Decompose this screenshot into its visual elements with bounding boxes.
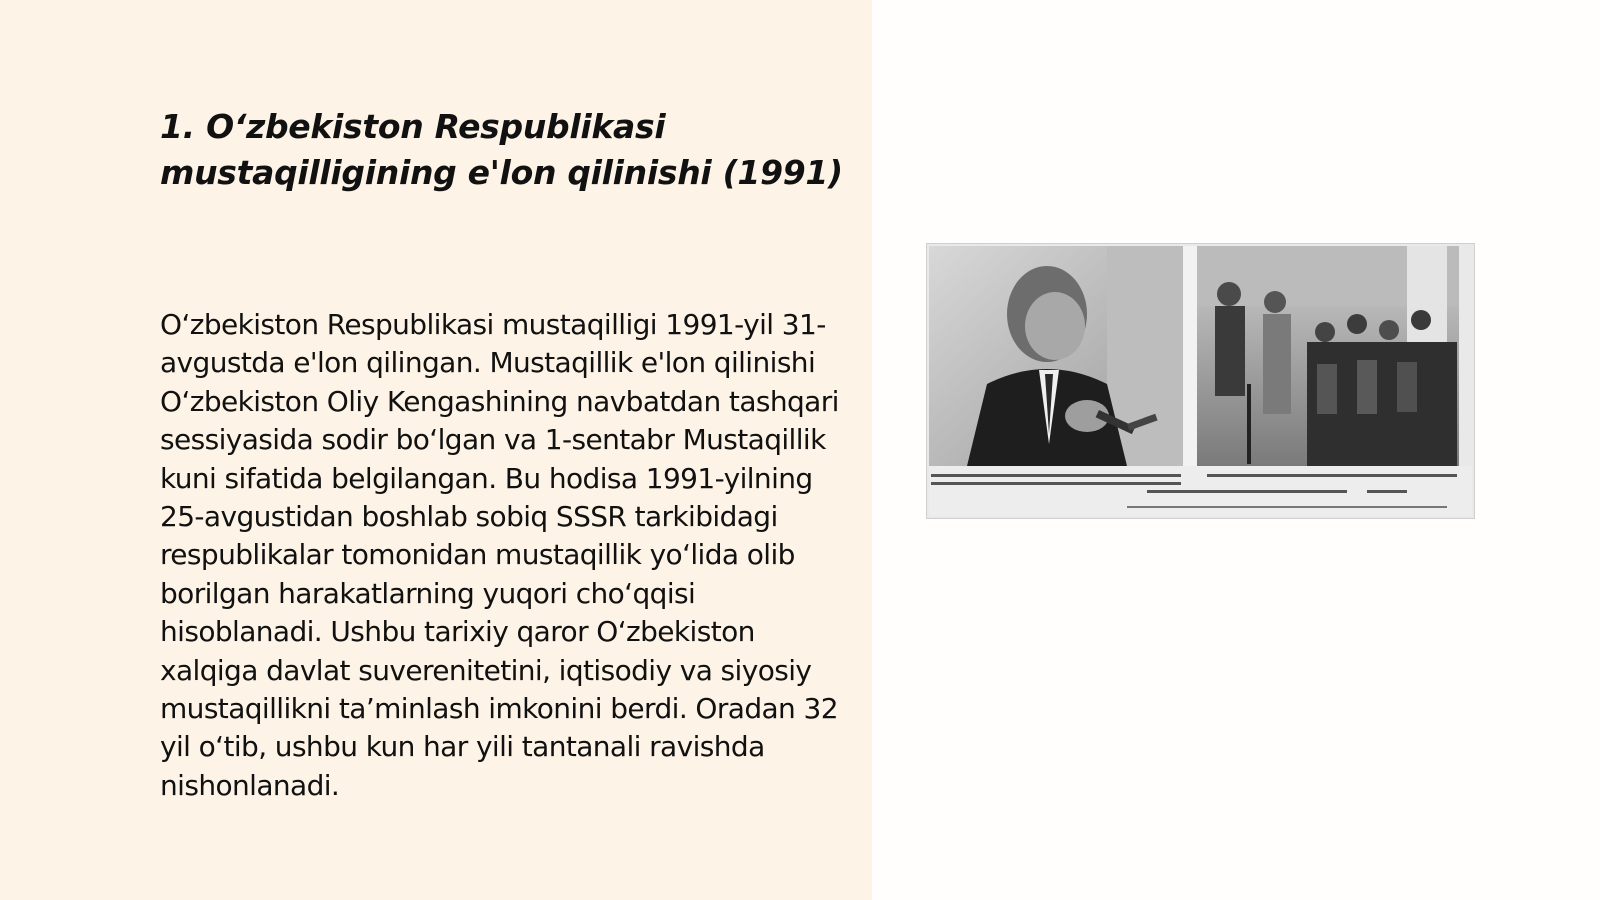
newspaper-photo	[926, 243, 1475, 519]
newspaper-photo-icon	[927, 244, 1474, 518]
slide-title: 1. O‘zbekiston Respublikasi mustaqilligining e'lon qilinishi (1991)	[160, 107, 843, 192]
slide-body-text: O‘zbekiston Respublikasi mustaqilligi 1991-yil 31-avgustda e'lon qilingan. Mustaqillik e'lon qilinishi O‘zbekiston Oliy Kengashining navbatdan tashqari sessiyasida sodir bo‘lgan va 1-sentabr Mustaqillik kuni sifatida belgilangan. Bu hodisa 1991-yilning 25-avgustidan boshlab sobiq SSSR tarkibidagi respublikalar tomonidan mustaqillik yo‘lida olib borilgan harakatlarning yuqori cho‘qqisi hisoblanadi. Ushbu tarixiy qaror O‘zbekiston xalqiga davlat suverenitetini, iqtisodiy va siyosiy mustaqillikni ta’minlash imkonini berdi. Oradan 32 yil o‘tib, ushbu kun har yili tantanali ravishda nishonlanadi.	[160, 308, 839, 802]
